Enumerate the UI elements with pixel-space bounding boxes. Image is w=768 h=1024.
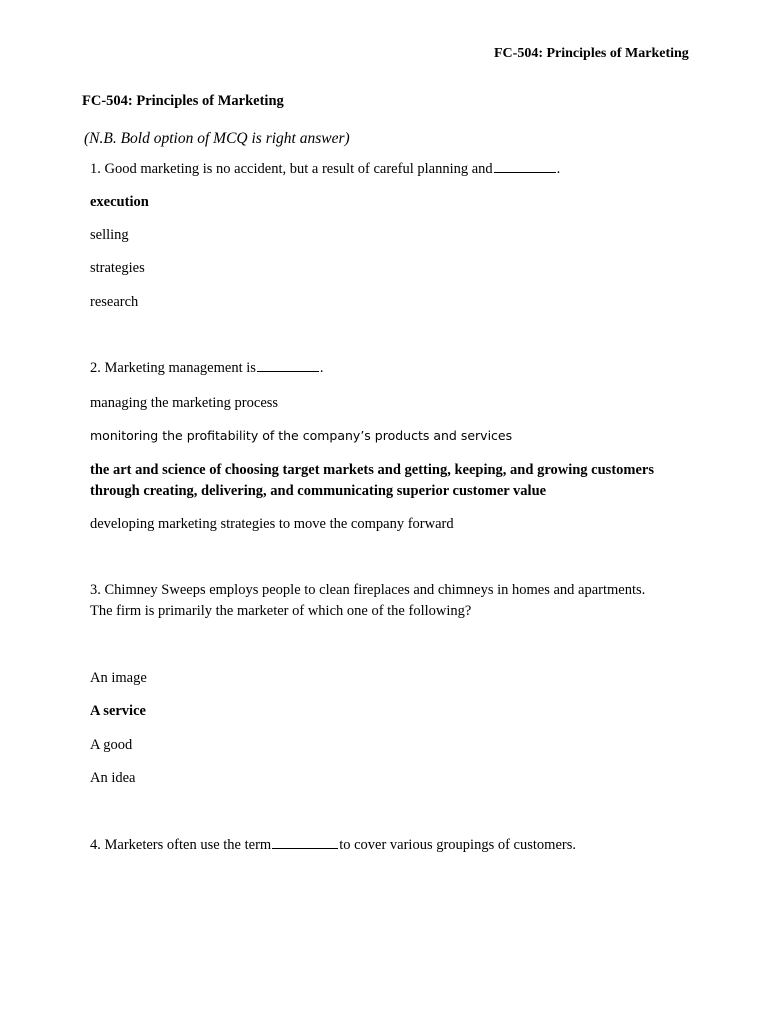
question-2-option-a: managing the marketing process — [90, 395, 279, 411]
running-header: FC-504: Principles of Marketing — [494, 46, 689, 61]
question-3-stem-line-2: The firm is primarily the marketer of which one of the following? — [90, 603, 472, 619]
question-2-text: 2. Marketing management is — [90, 360, 256, 376]
question-4-text: 4. Marketers often use the term — [90, 837, 272, 853]
question-2-end: . — [319, 360, 324, 376]
question-3-option-b: A service — [90, 703, 146, 719]
question-1-option-c: strategies — [90, 260, 145, 276]
question-1-option-b: selling — [90, 227, 129, 243]
question-1-option-a: execution — [90, 194, 149, 210]
question-4-end: to cover various groupings of customers. — [339, 837, 576, 853]
answer-key-note: (N.B. Bold option of MCQ is right answer) — [84, 130, 350, 147]
question-1-text: 1. Good marketing is no accident, but a result of careful planning and — [90, 161, 493, 177]
question-2-option-d: developing marketing strategies to move the company forward — [90, 516, 454, 532]
question-1-blank — [494, 171, 556, 173]
question-2-option-b: monitoring the profitability of the company’s products and services — [90, 428, 513, 443]
question-2-blank — [257, 370, 319, 372]
question-3-option-c: A good — [90, 737, 133, 753]
question-4-blank — [272, 847, 338, 849]
question-1-stem — [90, 161, 560, 178]
question-4-stem — [90, 837, 576, 854]
question-3-option-d: An idea — [90, 770, 136, 786]
question-1-option-d: research — [90, 294, 139, 310]
question-3-stem-line-1: 3. Chimney Sweeps employs people to clean fireplaces and chimneys in homes and apartments. — [90, 582, 646, 598]
question-2-option-c: the art and science of choosing target markets and getting, keeping, and growing customers through creating, delivering, and communicating superior customer value — [90, 462, 654, 499]
question-3-option-a: An image — [90, 670, 147, 686]
document-title: FC-504: Principles of Marketing — [82, 93, 284, 109]
question-2-stem — [90, 360, 324, 377]
question-1-end: . — [556, 161, 561, 177]
